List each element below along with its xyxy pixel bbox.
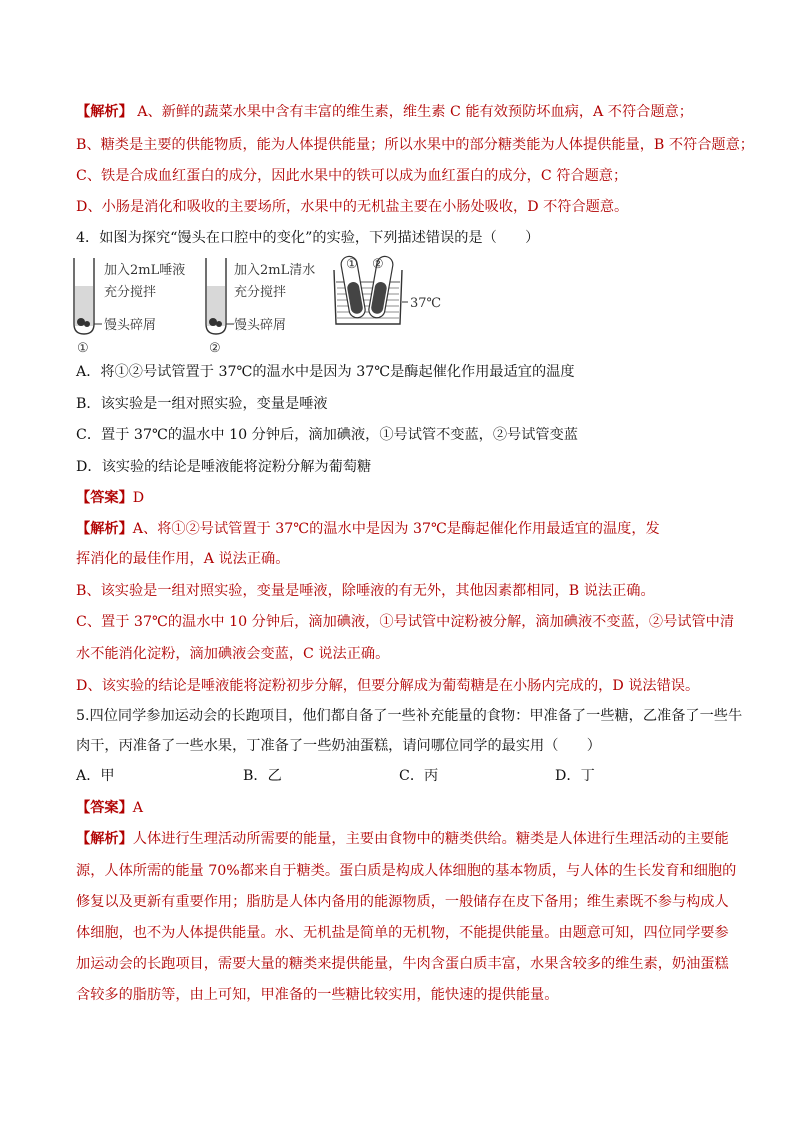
temperature-label: 37℃ [410, 296, 442, 311]
tube2-label-1: 加入2mL清水 [234, 263, 316, 278]
question-5-explanation-4: 体细胞，也不为人体提供能量。水、无机盐是简单的无机物，不能提供能量。由题意可知，四位同学要参 [76, 925, 729, 941]
question-5-stem-1: 5.四位同学参加运动会的长跑项目，他们都自备了一些补充能量的食物：甲准备了一些糖，乙准备了一些牛 [76, 708, 743, 724]
tube1-number: ① [77, 341, 89, 356]
explanation-line-2: B、糖类是主要的供能物质，能为人体提供能量；所以水果中的部分糖类能为人体提供能量，B 不符合题意； [76, 137, 754, 153]
question-4-option-c: C．置于 37℃的温水中 10 分钟后，滴加碘液，①号试管不变蓝，②号试管变蓝 [76, 427, 578, 443]
explanation-line-4: D、小肠是消化和吸收的主要场所，水果中的无机盐主要在小肠处吸收，D 不符合题意。 [76, 199, 629, 215]
explanation-tag: 【解析】 [76, 104, 133, 120]
beaker-number-2: ② [372, 257, 384, 272]
question-4-explanation-1: 【解析】A、将①②号试管置于 37℃的温水中是因为 37℃是酶起催化作用最适宜的温度，发 [76, 521, 660, 537]
test-tube-diagram [70, 252, 410, 356]
question-5-explanation-1: 【解析】人体进行生理活动所需要的能量，主要由食物中的糖类供给。糖类是人体进行生理活动的主要能 [76, 831, 729, 847]
beaker-number-1: ① [346, 257, 358, 272]
test-tube-2 [206, 258, 234, 334]
tube2-label-2: 充分搅拌 [234, 285, 287, 300]
question-4-explanation-2: 挥消化的最佳作用，A 说法正确。 [76, 551, 290, 567]
question-4-stem: 4．如图为探究“馒头在口腔中的变化”的实验，下列描述错误的是（ ） [76, 230, 540, 246]
tube2-label-3: 馒头碎屑 [234, 318, 287, 333]
tube1-label-3: 馒头碎屑 [104, 318, 157, 333]
question-5-explanation-6: 含较多的脂肪等，由上可知，甲准备的一些糖比较实用，能快速的提供能量。 [76, 987, 559, 1003]
question-5-stem-2: 肉干，丙准备了一些水果，丁准备了一些奶油蛋糕，请问哪位同学的最实用（ ） [76, 738, 601, 754]
question-5-explanation-3: 修复以及更新有重要作用；脂肪是人体内备用的能源物质，一般储存在皮下备用；维生素既不参与构成人 [76, 894, 729, 910]
question-5-explanation-2: 源，人体所需的能量 70%都来自于糖类。蛋白质是构成人体细胞的基本物质，与人体的生长发育和细胞的 [76, 863, 737, 879]
test-tube-1 [74, 258, 102, 334]
question-4-option-a: A．将①②号试管置于 37℃的温水中是因为 37℃是酶起催化作用最适宜的温度 [76, 364, 575, 380]
question-4-answer: 【答案】D [76, 490, 145, 506]
question-5-explanation-5: 加运动会的长跑项目，需要大量的糖类来提供能量，牛肉含蛋白质丰富，水果含较多的维生素，奶油蛋糕 [76, 956, 729, 972]
question-4-option-b: B．该实验是一组对照实验，变量是唾液 [76, 396, 328, 412]
question-4-explanation-6: D、该实验的结论是唾液能将淀粉初步分解，但要分解成为葡萄糖是在小肠内完成的，D 说法错误。 [76, 678, 700, 694]
explanation-line-1: 【解析】 A、新鲜的蔬菜水果中含有丰富的维生素，维生素 C 能有效预防坏血病，A 不符合题意； [76, 104, 693, 120]
question-5-option-c: C．丙 [399, 768, 439, 784]
question-5-option-a: A．甲 [76, 768, 115, 784]
question-4-explanation-5: 水不能消化淀粉，滴加碘液会变蓝，C 说法正确。 [76, 646, 390, 662]
tube1-label-1: 加入2mL唾液 [104, 263, 186, 278]
question-4-explanation-4: C、置于 37℃的温水中 10 分钟后，滴加碘液，①号试管中淀粉被分解，滴加碘液不变蓝，②号试管中清 [76, 614, 735, 630]
question-4-option-d: D．该实验的结论是唾液能将淀粉分解为葡萄糖 [76, 459, 372, 475]
question-5-option-d: D．丁 [555, 768, 595, 784]
question-5-option-b: B．乙 [243, 768, 282, 784]
explanation-line-3: C、铁是合成血红蛋白的成分，因此水果中的铁可以成为血红蛋白的成分，C 符合题意； [76, 168, 628, 184]
experiment-figure [70, 252, 410, 356]
question-4-explanation-3: B、该实验是一组对照实验，变量是唾液，除唾液的有无外，其他因素都相同，B 说法正确。 [76, 583, 655, 599]
tube1-label-2: 充分搅拌 [104, 285, 157, 300]
question-5-answer: 【答案】A [76, 800, 144, 816]
tube2-number: ② [209, 341, 221, 356]
